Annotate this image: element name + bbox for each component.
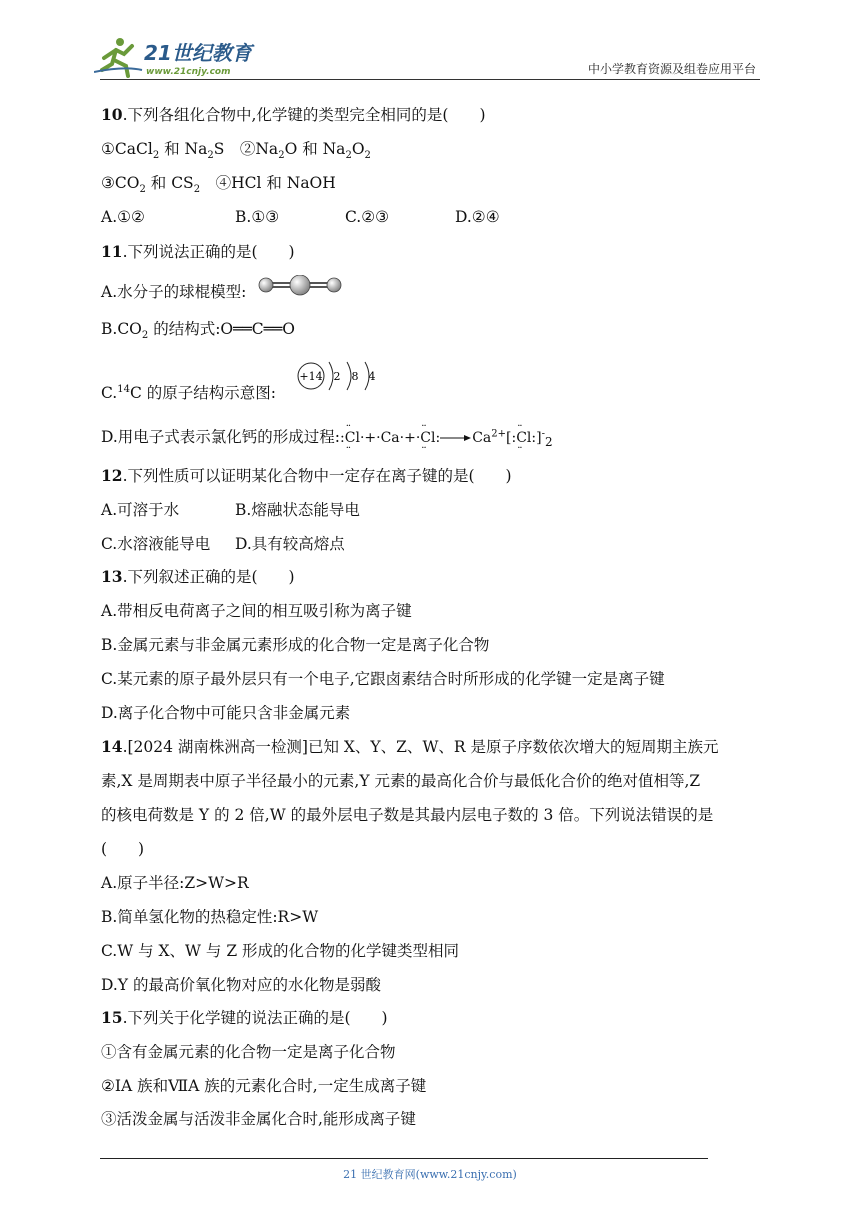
svg-text:2: 2 <box>333 370 341 383</box>
platform-label: 中小学教育资源及组卷应用平台 <box>587 62 756 76</box>
page-header <box>0 0 860 80</box>
footer-text[interactable]: 21 世纪教育网(www.21cnjy.com) <box>343 1168 517 1181</box>
question-number: 11 <box>101 242 123 261</box>
option-b[interactable]: B.熔融状态能导电 <box>235 501 360 519</box>
q13-option-c[interactable]: C.某元素的原子最外层只有一个电子,它跟卤素结合时所形成的化学键一定是离子键 <box>101 670 665 688</box>
question-number: 12 <box>101 466 123 485</box>
q10-line2: $③CO_2$ 和 $CS_2$ ④HCl 和 NaOH <box>101 174 336 196</box>
q11-stem <box>101 241 295 263</box>
logo-url: www.21cnjy.com <box>146 67 231 77</box>
q10-options <box>101 206 500 228</box>
q15-statement-1: ①含有金属元素的化合物一定是离子化合物 <box>101 1043 396 1061</box>
option-c[interactable]: C.②③ <box>345 208 390 226</box>
q15-stem <box>101 1007 388 1029</box>
q13-option-a[interactable]: A.带相反电荷离子之间的相互吸引称为离子键 <box>101 602 412 620</box>
option-c[interactable]: C.水溶液能导电 <box>101 535 211 553</box>
q14-stem-line2: 素,X 是周期表中原子半径最小的元素,Y 元素的最高化合价与最低化合价的绝对值相等,Z <box>101 772 701 790</box>
q14-stem-line3: 的核电荷数是 Y 的 2 倍,W 的最外层电子数是其最内层电子数的 3 倍。下列说法错误的是 <box>101 806 714 824</box>
question-number: 10 <box>101 105 123 124</box>
runner-icon <box>94 38 142 76</box>
question-number: 13 <box>101 567 123 586</box>
reaction-arrow-icon <box>440 427 472 449</box>
atom-structure-diagram <box>297 356 381 396</box>
svg-text:4: 4 <box>368 370 376 383</box>
ball-stick-model-diagram <box>258 275 342 297</box>
question-number: 14 <box>101 737 123 756</box>
question-text: .下列说法正确的是( ) <box>122 243 295 261</box>
q12-row2 <box>101 533 345 555</box>
q14-option-b[interactable]: B.简单氢化物的热稳定性:R>W <box>101 908 319 926</box>
option-d[interactable]: D.具有较高熔点 <box>235 535 345 553</box>
q11-option-d[interactable]: D.用电子式表示氯化钙的形成过程::·· Cl ···+·Ca·+··· Cl ··: $Ca^{2+}[:\cdot\cdot Cl$ $\cdot\cdot:]^-_2$ <box>101 426 553 449</box>
option-a[interactable]: A.①② <box>101 208 145 226</box>
q15-statement-2: ②ⅠA 族和ⅦA 族的元素化合时,一定生成离子键 <box>101 1077 427 1095</box>
option-a[interactable]: A.可溶于水 <box>101 501 180 519</box>
q15-statement-3: ③活泼金属与活泼非金属化合时,能形成离子键 <box>101 1110 416 1128</box>
q10-line1: ①CaCl$_2$ 和 $Na_2S$ $②Na_2O$ 和 $Na_2O_2$ <box>101 140 371 162</box>
q12-stem <box>101 465 512 487</box>
q14-stem-line4: ( ) <box>101 840 145 858</box>
header-divider <box>100 79 760 80</box>
q11-option-c[interactable]: C.$^{14}$C 的原子结构示意图: +14 2 8 4 <box>101 382 276 404</box>
q11-option-a[interactable]: A.水分子的球棍模型: <box>101 281 246 303</box>
question-text: .下列各组化合物中,化学键的类型完全相同的是( ) <box>122 106 486 124</box>
q13-option-d[interactable]: D.离子化合物中可能只含非金属元素 <box>101 704 351 722</box>
q13-option-b[interactable]: B.金属元素与非金属元素形成的化合物一定是离子化合物 <box>101 636 490 654</box>
q14-option-a[interactable]: A.原子半径:Z>W>R <box>101 874 249 892</box>
q13-stem <box>101 566 295 588</box>
question-text: .[2024 湖南株洲高一检测]已知 X、Y、Z、W、R 是原子序数依次增大的短周期主族元 <box>122 738 719 756</box>
question-number: 15 <box>101 1008 123 1027</box>
option-d[interactable]: D.②④ <box>455 208 500 226</box>
q12-row1 <box>101 499 360 521</box>
footer-divider <box>100 1158 708 1159</box>
q10-stem <box>101 104 486 126</box>
option-b[interactable]: B.①③ <box>235 208 280 226</box>
question-text: .下列性质可以证明某化合物中一定存在离子键的是( ) <box>122 467 512 485</box>
site-logo <box>94 36 264 78</box>
q14-option-d[interactable]: D.Y 的最高价氧化物对应的水化物是弱酸 <box>101 976 381 994</box>
question-text: .下列关于化学键的说法正确的是( ) <box>122 1009 388 1027</box>
logo-text: 21世纪教育 <box>144 41 252 65</box>
question-text: .下列叙述正确的是( ) <box>122 568 295 586</box>
svg-text:+14: +14 <box>299 370 323 383</box>
q14-option-c[interactable]: C.W 与 X、W 与 Z 形成的化合物的化学键类型相同 <box>101 942 460 960</box>
q11-option-b[interactable]: $B.CO_2$ 的结构式:O══C══O <box>101 320 296 342</box>
svg-text:8: 8 <box>351 370 359 383</box>
q14-stem-line1 <box>101 736 718 758</box>
